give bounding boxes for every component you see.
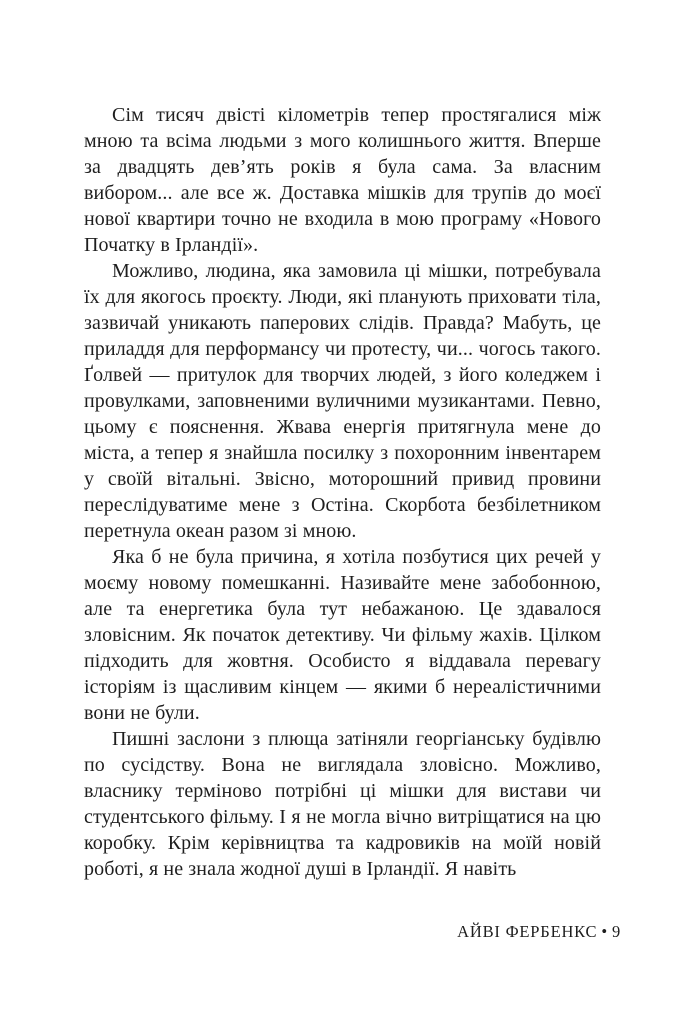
- page-number: 9: [611, 922, 621, 941]
- footer-separator-dot: •: [601, 922, 608, 941]
- running-title: АЙВІ ФЕРБЕНКС: [457, 922, 598, 941]
- paragraph-1: Сім тисяч двісті кілометрів тепер простягалися між мною та всіма людьми з мого колишнього життя. Вперше за двадцять дев’ять років я була сама. За власним вибором... але все ж. Доставка мішків для трупів до моєї нової квартири точно не входила в мою програму «Нового Початку в Ірландії».: [84, 104, 601, 256]
- paragraph-4: Пишні заслони з плюща затіняли георгіанську будівлю по сусідству. Вона не виглядала зловісно. Можливо, власнику терміново потрібні ці мішки для вистави чи студентського фільму. І я не могла вічно витріщатися на цю коробку. Крім керівництва та кадровиків на моїй новій роботі, я не знала жодної душі в Ірландії. Я навіть: [84, 728, 601, 880]
- page-footer: [457, 922, 621, 942]
- paragraph-2: Можливо, людина, яка замовила ці мішки, потребувала їх для якогось проєкту. Люди, які планують приховати тіла, зазвичай уникають паперових слідів. Правда? Мабуть, це приладдя для перформансу чи протесту, чи... чогось такого. Ґолвей — притулок для творчих людей, з його коледжем і провулками, заповненими вуличними музикантами. Певно, цьому є пояснення. Жвава енергія притягнула мене до міста, а тепер я знайшла посилку з похоронним інвентарем у своїй вітальні. Звісно, моторошний привид провини переслідуватиме мене з Остіна. Скорбота безбілетником перетнула океан разом зі мною.: [84, 260, 601, 542]
- page-text-block: [84, 102, 601, 882]
- paragraph-3: Яка б не була причина, я хотіла позбутися цих речей у моєму новому помешканні. Називайте мене забобонною, але та енергетика була тут небажаною. Це здавалося зловісним. Як початок детективу. Чи фільму жахів. Цілком підходить для жовтня. Особисто я віддавала перевагу історіям із щасливим кінцем — якими б нереалістичними вони не були.: [84, 546, 601, 724]
